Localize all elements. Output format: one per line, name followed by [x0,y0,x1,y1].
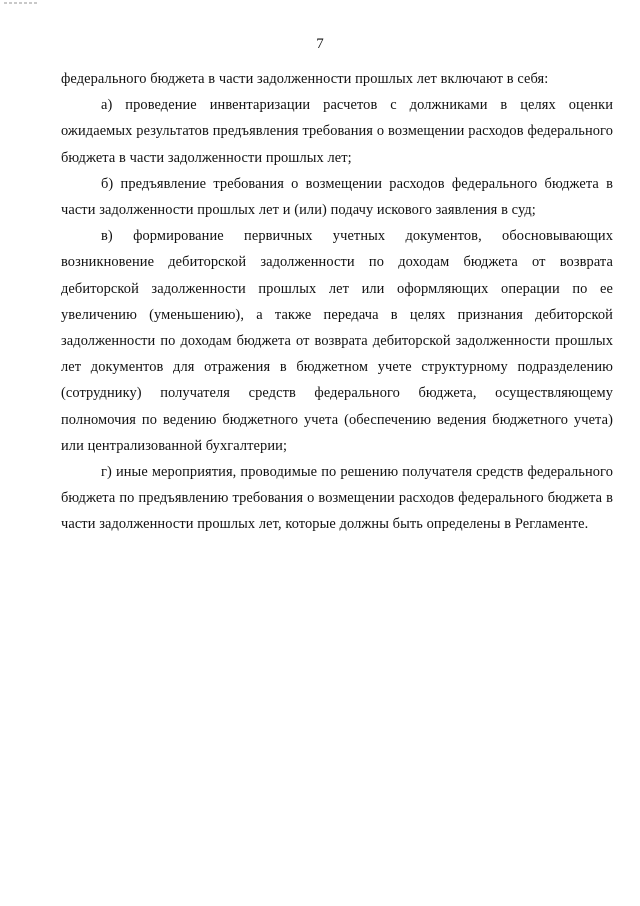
document-body [61,66,613,538]
paragraph-item-v: в) формирование первичных учетных документов, обосновывающих возникновение дебиторской задолженности по доходам бюджета от возврата дебиторской задолженности прошлых лет или оформляющих операции по ее увеличению (уменьшению), а также передача в целях признания дебиторской задолженности по доходам бюджета от возврата дебиторской задолженности прошлых лет документов для отражения в бюджетном учете структурному подразделению (сотруднику) получателя средств федерального бюджета, осуществляющему полномочия по ведению бюджетного учета (обеспечению ведения бюджетного учета) или централизованной бухгалтерии; [61,228,613,454]
page-number: 7 [316,36,324,52]
paragraph-item-b: б) предъявление требования о возмещении расходов федерального бюджета в части задолженности прошлых лет и (или) подачу искового заявления в суд; [61,175,613,219]
paragraph-item-g: г) иные мероприятия, проводимые по решению получателя средств федерального бюджета по предъявлению требования о возмещении расходов федерального бюджета в части задолженности прошлых лет, которые должны быть определены в Регламенте. [61,464,613,533]
paragraph-item-a: а) проведение инвентаризации расчетов с должниками в целях оценки ожидаемых результатов предъявления требования о возмещении расходов федерального бюджета в части задолженности прошлых лет; [61,97,613,166]
scan-edge-mark [4,2,38,4]
paragraph-intro: федерального бюджета в части задолженности прошлых лет включают в себя: [61,71,549,87]
